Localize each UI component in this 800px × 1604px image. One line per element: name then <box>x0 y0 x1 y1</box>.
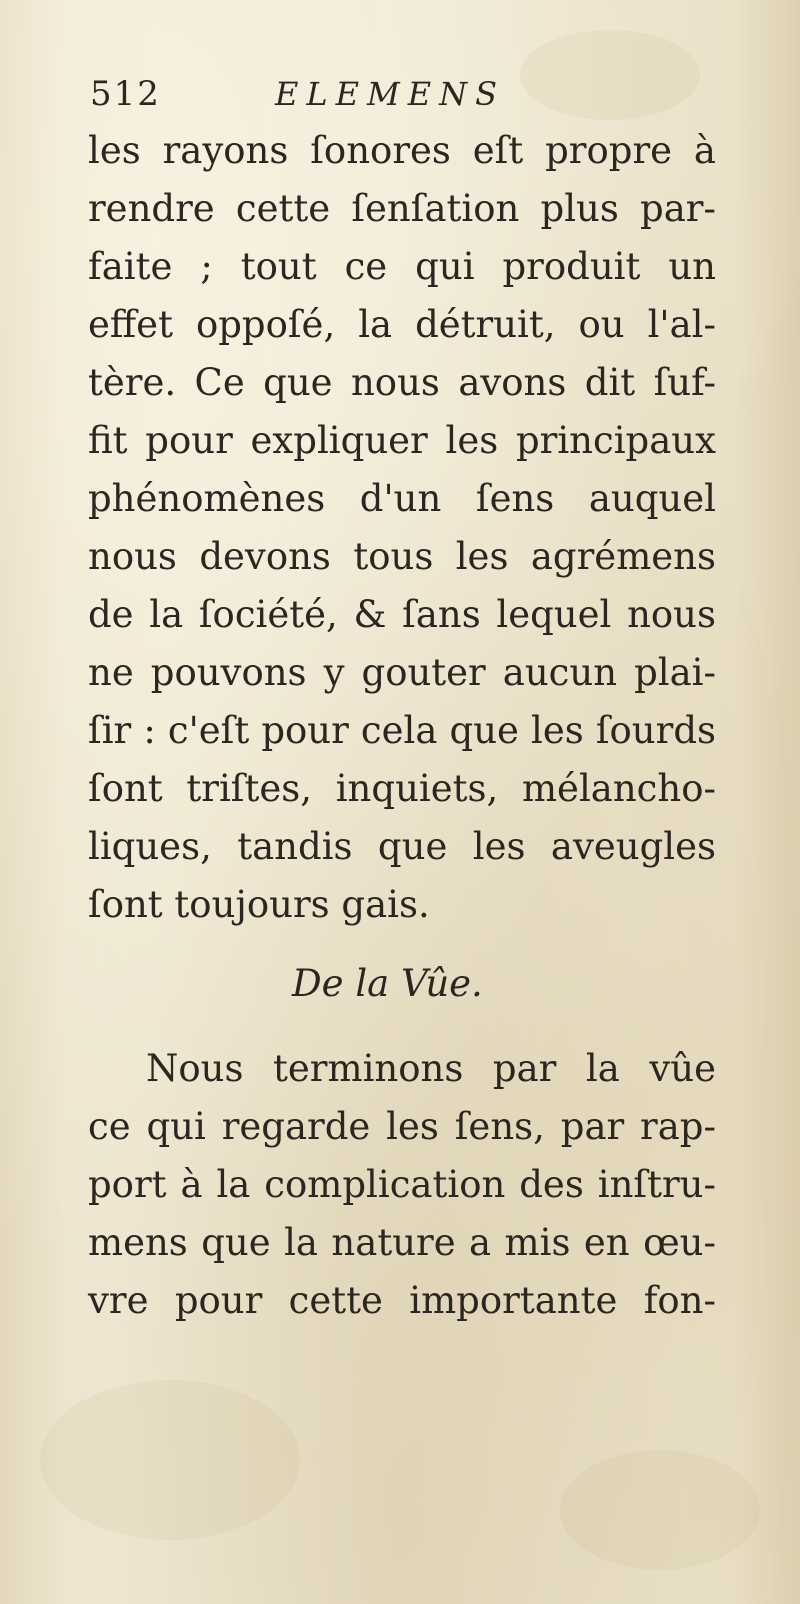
text-line: vre pour cette importante fon- <box>88 1279 716 1322</box>
text-line: ſont triſtes, inquiets, mélancho- <box>88 767 716 810</box>
text-line: tère. Ce que nous avons dit ſuf- <box>88 361 716 404</box>
text-line: ſir : c'eſt pour cela que les ſourds <box>88 709 716 752</box>
paragraph-2 <box>88 1040 716 1330</box>
page-number: 512 <box>90 74 161 114</box>
paragraph-1 <box>88 122 716 934</box>
text-line: port à la complication des inſtru- <box>88 1163 716 1206</box>
text-line: liques, tandis que les aveugles <box>88 825 716 868</box>
text-line: phénomènes d'un ſens auquel <box>88 477 716 520</box>
page-header <box>90 72 710 116</box>
text-line: rendre cette ſenſation plus par- <box>88 187 716 230</box>
text-line: de la ſociété, & ſans lequel nous <box>88 593 716 636</box>
text-line: faite ; tout ce qui produit un <box>88 245 716 288</box>
text-line: ne pouvons y gouter aucun plai- <box>88 651 716 694</box>
section-title: De la Vûe. <box>292 962 483 1005</box>
text-line: les rayons ſonores eſt propre à <box>88 129 716 172</box>
text-line: nous devons tous les agrémens <box>88 535 716 578</box>
text-line: mens que la nature a mis en œu- <box>88 1221 716 1264</box>
text-line: ce qui regarde les ſens, par rap- <box>88 1105 716 1148</box>
text-line: fit pour expliquer les principaux <box>88 419 716 462</box>
paper-stain <box>40 1380 300 1540</box>
running-head: ELEMENS <box>275 75 506 113</box>
paper-stain <box>560 1450 760 1570</box>
text-line: Nous terminons par la vûe <box>146 1047 716 1090</box>
text-line: effet oppoſé, la détruit, ou l'al- <box>88 303 716 346</box>
text-line: ſont toujours gais. <box>88 883 430 926</box>
